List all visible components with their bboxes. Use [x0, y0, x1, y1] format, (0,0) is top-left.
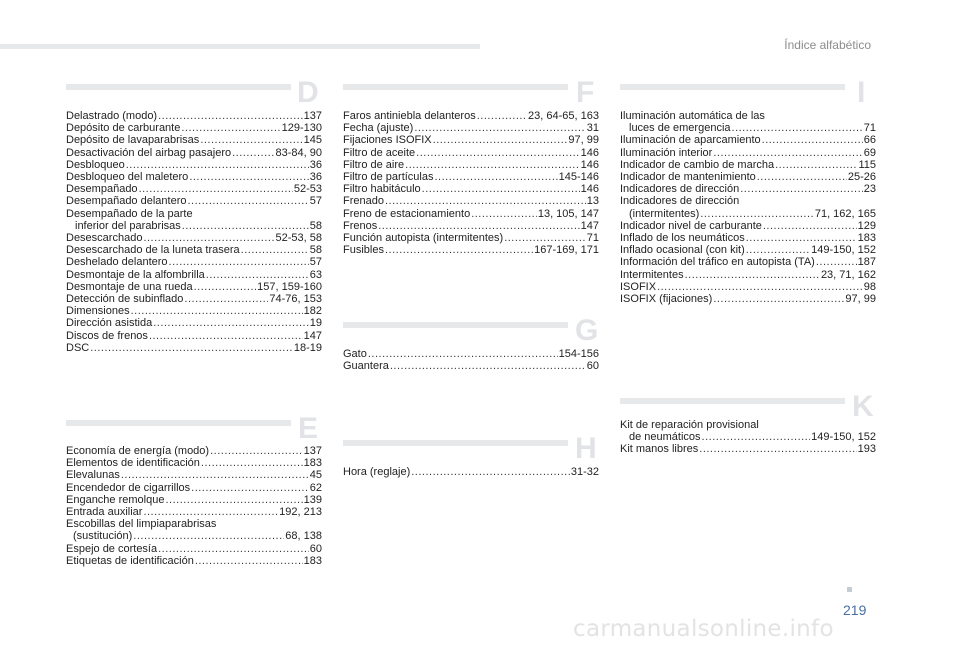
section-rule-e: [66, 420, 291, 426]
index-entry-pages: 147: [303, 329, 322, 342]
index-entry-pages: 60: [309, 542, 322, 555]
index-entry-pages: 157, 159-160: [257, 280, 322, 293]
index-entry: [620, 183, 876, 195]
index-entry: [343, 134, 599, 146]
index-entry: [620, 195, 876, 207]
index-entry-pages: 98: [863, 280, 876, 293]
index-entry-term: Desactivación del airbag pasajero: [66, 146, 232, 159]
index-entry-leader: [685, 269, 820, 281]
index-entry-pages: 146: [580, 183, 599, 196]
index-entry-term: Desbloqueo del maletero: [66, 171, 189, 184]
index-entry: [343, 208, 599, 220]
index-entry: [620, 293, 876, 305]
index-entry-leader: [121, 469, 309, 481]
index-entry: [620, 147, 876, 159]
index-entry-term: Información del tráfico en autopista (TA): [620, 256, 815, 269]
index-entry: [66, 555, 322, 567]
index-entry-leader: [414, 122, 585, 134]
index-entry-pages: 19: [309, 317, 322, 330]
index-entry-pages: 31: [586, 122, 599, 135]
index-entry-term: ISOFIX: [620, 280, 657, 293]
index-entry-term: Deshelado delantero: [66, 256, 168, 269]
index-entry-term: (sustitución): [73, 530, 133, 543]
index-entry-pages: 68, 138: [285, 530, 322, 543]
index-entry-leader: [133, 530, 284, 542]
index-entry-pages: 66: [863, 134, 876, 147]
index-entry: [620, 110, 876, 122]
index-entry-leader: [169, 256, 309, 268]
index-entry: [66, 122, 322, 134]
index-entry-leader: [201, 457, 303, 469]
index-entry-term: Fijaciones ISOFIX: [343, 134, 432, 147]
page-marker-square: [847, 587, 852, 592]
index-entry-pages: 145-146: [558, 171, 599, 184]
section-letter-f: F: [576, 76, 595, 109]
index-entry-term: Intermitentes: [620, 268, 684, 281]
index-entry-term: de neumáticos: [629, 431, 701, 444]
index-entry-leader: [378, 220, 579, 232]
index-entry-term: Escobillas del limpiaparabrisas: [66, 518, 217, 531]
index-entry-term: Economía de energía (modo): [66, 445, 210, 457]
index-entry-leader: [422, 183, 580, 195]
index-entry-pages: 52-53: [293, 183, 322, 196]
index-entry-term: inferior del parabrisas: [75, 219, 181, 232]
index-entry-leader: [713, 147, 862, 159]
index-entry-pages: 183: [857, 232, 876, 245]
index-entry-pages: 115: [858, 158, 876, 171]
index-entry-pages: 60: [586, 360, 599, 373]
index-entry-pages: 13: [586, 195, 599, 208]
index-entry-leader: [195, 555, 303, 567]
index-entry-term: Freno de estacionamiento: [343, 207, 471, 220]
index-entry: [66, 518, 322, 530]
index-entry-term: Enganche remolque: [66, 493, 165, 506]
index-entry-pages: 187: [857, 256, 876, 269]
index-entry-pages: 58: [309, 219, 322, 232]
index-entry: [343, 147, 599, 159]
index-entry-leader: [757, 171, 847, 183]
index-entry: [620, 220, 876, 232]
index-entry: [343, 244, 599, 256]
index-entry-pages: 69: [863, 146, 876, 159]
index-entry-leader: [816, 256, 857, 268]
index-entry: [343, 110, 599, 122]
index-entry: [66, 482, 322, 494]
index-entry-term: Entrada auxiliar: [66, 506, 143, 519]
index-entry-leader: [713, 293, 844, 305]
index-entry-term: Filtro de aceite: [343, 146, 416, 159]
index-entry-pages: 83-84, 90: [275, 146, 322, 159]
index-entry-term: Gato: [343, 348, 367, 360]
index-entry: [66, 494, 322, 506]
index-entry: [66, 317, 322, 329]
index-entry: [343, 122, 599, 134]
index-entry: [66, 232, 322, 244]
index-entry-pages: 182: [303, 305, 322, 318]
index-entry-pages: 129: [857, 219, 876, 232]
index-entry: [66, 506, 322, 518]
index-entry-leader: [368, 348, 558, 360]
index-entry-pages: 23, 64-65, 163: [528, 110, 599, 122]
index-entry-leader: [158, 543, 309, 555]
index-entry: [343, 159, 599, 171]
index-entry: [343, 195, 599, 207]
index-entry: [620, 281, 876, 293]
index-entry-term: Depósito de carburante: [66, 122, 181, 135]
index-entry-pages: 154-156: [558, 348, 599, 360]
index-entry-term: Faros antiniebla delanteros: [343, 110, 476, 122]
index-entry-pages: 145: [303, 134, 322, 147]
index-entry-pages: 149-150, 152: [811, 244, 876, 257]
index-entry-pages: 74-76, 153: [269, 293, 322, 306]
index-entry-pages: 137: [303, 110, 322, 122]
index-entry-leader: [504, 232, 586, 244]
index-entry-leader: [746, 244, 810, 256]
index-entry: [66, 244, 322, 256]
index-entry-term: Indicador de cambio de marcha: [620, 158, 775, 171]
index-entry-term: Desbloqueo: [66, 158, 125, 171]
index-entry-term: Filtro habitáculo: [343, 183, 421, 196]
index-entry-leader: [181, 122, 280, 134]
index-entry-term: Desempañado: [66, 183, 138, 196]
index-entry-leader: [143, 506, 278, 518]
index-entry: [620, 122, 876, 134]
index-entry-term: Guantera: [343, 360, 389, 373]
index-entry-leader: [477, 110, 527, 122]
index-entry-pages: 137: [303, 445, 322, 457]
index-entry-term: Elementos de identificación: [66, 457, 200, 470]
index-entry-pages: 23, 71, 162: [820, 268, 876, 281]
index-entry-term: Iluminación automática de las: [620, 110, 765, 122]
index-entry-pages: 71: [863, 122, 876, 135]
index-entry-term: Elevalunas: [66, 469, 120, 482]
section-letter-h: H: [575, 432, 597, 465]
index-entry-term: Hora (reglaje): [343, 466, 411, 478]
section-rule-k: [620, 398, 845, 404]
page-header-title: Índice alfabético: [784, 38, 871, 52]
index-entry: [66, 134, 322, 146]
index-entry-leader: [700, 208, 814, 220]
index-entry-leader: [194, 281, 257, 293]
index-entry: [343, 360, 599, 372]
index-entry-term: Desempañado de la parte: [66, 207, 193, 220]
index-entry: [66, 342, 322, 354]
header-rule: [0, 44, 480, 49]
index-entry: [343, 171, 599, 183]
index-entry-leader: [184, 293, 268, 305]
index-entry-leader: [775, 159, 857, 171]
index-entry-pages: 183: [303, 554, 322, 567]
index-entry-term: (intermitentes): [629, 207, 700, 220]
index-entry: [343, 348, 599, 360]
index-entry-leader: [131, 305, 303, 317]
section-letter-g: G: [575, 314, 599, 347]
index-entry-term: Desmontaje de la alfombrilla: [66, 268, 205, 281]
index-entry: [66, 305, 322, 317]
index-list-e: [66, 445, 322, 567]
index-entry-leader: [411, 466, 570, 478]
index-entry-term: Indicadores de dirección: [620, 195, 740, 208]
index-entry-leader: [390, 360, 586, 372]
index-entry-leader: [182, 220, 309, 232]
index-entry-pages: 129-130: [281, 122, 322, 135]
index-entry-term: Desescarchado de la luneta trasera: [66, 244, 240, 257]
index-entry-term: Filtro de aire: [343, 158, 405, 171]
index-entry-leader: [732, 122, 863, 134]
index-entry: [620, 443, 876, 455]
index-entry-term: Kit de reparación provisional: [620, 419, 759, 431]
index-entry-pages: 36: [309, 171, 322, 184]
index-entry: [66, 159, 322, 171]
watermark-text: carmanualsonline.info: [573, 616, 834, 642]
index-entry-term: Delastrado (modo): [66, 110, 158, 122]
index-entry-term: Frenado: [343, 195, 384, 208]
index-entry-term: Función autopista (intermitentes): [343, 232, 504, 245]
index-entry-term: Indicador nivel de carburante: [620, 219, 762, 232]
index-entry: [66, 147, 322, 159]
index-entry: [66, 110, 322, 122]
index-entry-term: Detección de subinflado: [66, 293, 184, 306]
index-entry: [66, 281, 322, 293]
index-entry-term: Fecha (ajuste): [343, 122, 414, 135]
index-entry: [66, 530, 322, 542]
index-entry-leader: [746, 232, 857, 244]
index-entry-pages: 97, 99: [568, 134, 599, 147]
index-entry-term: Encendedor de cigarrillos: [66, 481, 191, 494]
section-rule-f: [343, 84, 568, 90]
index-entry-term: Desescarchado: [66, 232, 143, 245]
index-entry: [343, 220, 599, 232]
index-list-i: [620, 110, 876, 305]
index-list-h: [343, 466, 599, 478]
index-entry: [66, 457, 322, 469]
index-entry-leader: [139, 183, 293, 195]
index-entry: [620, 244, 876, 256]
index-entry-leader: [149, 330, 303, 342]
index-entry-pages: 45: [309, 469, 322, 482]
index-entry-pages: 146: [580, 158, 599, 171]
index-entry: [66, 208, 322, 220]
index-entry-pages: 183: [303, 457, 322, 470]
index-entry: [66, 220, 322, 232]
index-entry-pages: 71, 162, 165: [814, 207, 876, 220]
index-entry-leader: [385, 244, 533, 256]
index-entry-term: Filtro de partículas: [343, 171, 434, 184]
index-entry: [620, 256, 876, 268]
index-entry: [343, 183, 599, 195]
index-entry-leader: [232, 147, 274, 159]
index-entry-pages: 31-32: [570, 466, 599, 478]
index-entry-pages: 63: [309, 268, 322, 281]
index-entry: [66, 195, 322, 207]
index-entry-term: Espejo de cortesía: [66, 542, 158, 555]
index-entry: [66, 445, 322, 457]
section-rule-d: [66, 84, 291, 90]
index-entry-leader: [126, 159, 309, 171]
index-entry-term: Inflado ocasional (con kit): [620, 244, 745, 257]
index-entry-pages: 23: [863, 183, 876, 196]
index-entry-term: Discos de frenos: [66, 329, 148, 342]
index-entry-leader: [206, 269, 309, 281]
index-entry-pages: 71: [586, 232, 599, 245]
index-entry-term: Inflado de los neumáticos: [620, 232, 745, 245]
section-letter-k: K: [852, 390, 874, 423]
index-entry-pages: 167-169, 171: [534, 244, 599, 257]
section-letter-d: D: [297, 76, 319, 109]
index-entry-leader: [385, 195, 586, 207]
index-entry: [66, 330, 322, 342]
index-entry-term: Indicadores de dirección: [620, 183, 740, 196]
index-entry: [620, 208, 876, 220]
index-entry-leader: [187, 195, 308, 207]
index-entry-pages: 149-150, 152: [811, 431, 876, 444]
index-entry: [66, 269, 322, 281]
index-entry-leader: [433, 134, 568, 146]
index-entry: [66, 543, 322, 555]
index-entry-term: Desmontaje de una rueda: [66, 280, 193, 293]
index-entry-pages: 58: [309, 244, 322, 257]
index-entry-pages: 57: [309, 256, 322, 269]
index-entry: [620, 159, 876, 171]
index-entry-leader: [434, 171, 557, 183]
index-list-f: [343, 110, 599, 256]
index-entry-pages: 193: [857, 443, 876, 456]
index-entry-leader: [90, 342, 293, 354]
index-entry-leader: [189, 171, 308, 183]
page-number: 219: [843, 602, 867, 618]
index-entry-pages: 25-26: [847, 171, 876, 184]
index-entry-leader: [241, 244, 309, 256]
index-entry-term: Fusibles: [343, 244, 384, 257]
index-entry-term: Iluminación de aparcamiento: [620, 134, 761, 147]
index-entry: [66, 171, 322, 183]
index-entry-leader: [210, 445, 303, 457]
index-entry-pages: 192, 213: [279, 506, 322, 519]
section-rule-g: [343, 322, 568, 328]
index-entry-pages: 147: [580, 219, 599, 232]
index-entry-pages: 62: [309, 481, 322, 494]
index-entry-pages: 13, 105, 147: [537, 207, 599, 220]
section-rule-h: [343, 440, 568, 446]
index-entry-leader: [143, 232, 274, 244]
index-entry-leader: [657, 281, 863, 293]
index-entry-pages: 97, 99: [845, 293, 876, 306]
index-entry-leader: [763, 220, 857, 232]
index-entry: [620, 431, 876, 443]
index-entry-leader: [702, 431, 811, 443]
section-letter-e: E: [298, 412, 319, 445]
index-entry-term: luces de emergencia: [629, 122, 731, 135]
index-entry-leader: [740, 183, 863, 195]
index-entry-term: Desempañado delantero: [66, 195, 187, 208]
index-entry-leader: [200, 134, 302, 146]
index-list-d: [66, 110, 322, 354]
index-entry: [66, 256, 322, 268]
index-entry-leader: [191, 482, 309, 494]
section-letter-i: I: [857, 76, 866, 109]
index-entry-leader: [405, 159, 580, 171]
index-list-k: [620, 419, 876, 456]
index-entry-leader: [158, 110, 303, 122]
index-entry: [66, 293, 322, 305]
index-entry: [343, 466, 599, 478]
index-entry-leader: [153, 317, 309, 329]
index-entry-pages: 139: [303, 493, 322, 506]
index-entry: [343, 232, 599, 244]
index-entry: [620, 171, 876, 183]
index-entry-term: Dimensiones: [66, 305, 130, 318]
index-entry-term: Etiquetas de identificación: [66, 554, 194, 567]
index-entry-pages: 18-19: [293, 341, 322, 354]
index-entry-term: Indicador de mantenimiento: [620, 171, 756, 184]
index-entry-leader: [699, 443, 856, 455]
index-list-g: [343, 348, 599, 372]
index-entry-term: Iluminación interior: [620, 146, 713, 159]
index-entry-pages: 52-53, 58: [275, 232, 322, 245]
index-entry: [620, 232, 876, 244]
index-entry-term: ISOFIX (fijaciones): [620, 293, 713, 306]
section-rule-i: [620, 84, 845, 90]
index-entry-term: DSC: [66, 341, 90, 354]
index-entry: [620, 134, 876, 146]
index-entry: [620, 419, 876, 431]
index-entry-leader: [165, 494, 302, 506]
index-entry-term: Kit manos libres: [620, 443, 699, 456]
index-entry-pages: 36: [309, 158, 322, 171]
index-entry-leader: [416, 147, 579, 159]
index-entry: [66, 469, 322, 481]
index-entry-leader: [471, 208, 537, 220]
index-entry-leader: [762, 134, 863, 146]
index-entry-pages: 57: [309, 195, 322, 208]
index-entry: [66, 183, 322, 195]
index-entry-term: Frenos: [343, 219, 378, 232]
index-entry-term: Depósito de lavaparabrisas: [66, 134, 200, 147]
index-entry-pages: 146: [580, 146, 599, 159]
index-entry: [620, 269, 876, 281]
index-entry-term: Dirección asistida: [66, 317, 153, 330]
